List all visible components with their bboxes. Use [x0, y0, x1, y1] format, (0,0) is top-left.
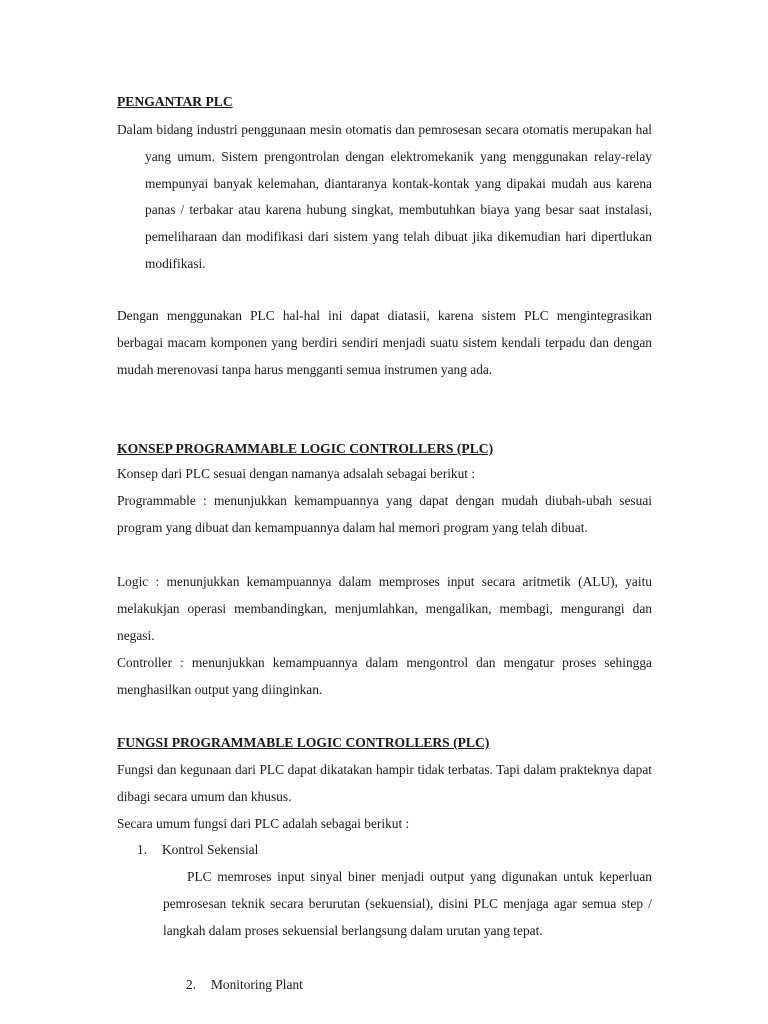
list-item-monitoring-plant — [186, 972, 303, 999]
paragraph-pengantar-solution: Dengan menggunakan PLC hal-hal ini dapat diatasii, karena sistem PLC mengintegrasikan berbagai macam komponen yang berdiri sendiri menjadi suatu sistem kendali terpadu dan dengan mudah merenovasi tanpa harus mengganti semua instrumen yang ada. — [117, 308, 652, 377]
paragraph-konsep-controller: Controller : menunjukkan kemampuannya dalam mengontrol dan mengatur proses sehingga menghasilkan output yang diinginkan. — [117, 655, 652, 697]
paragraph-konsep-programmable: Programmable : menunjukkan kemampuannya yang dapat dengan mudah diubah-ubah sesuai program yang dibuat dan kemampuannya dalam hal memori program yang telah dibuat. — [117, 493, 652, 535]
paragraph-konsep-logic: Logic : menunjukkan kemampuannya dalam memproses input secara aritmetik (ALU), yaitu melakukjan operasi membandingkan, menjumlahkan, mengalikan, membagi, mengurangi dan negasi. — [117, 574, 652, 643]
paragraph-kontrol-sekensial: PLC memroses input sinyal biner menjadi output yang digunakan untuk keperluan pemrosesan teknik secara berurutan (sekuensial), disini PLC menjaga agar semua step / langkah dalam proses sekuensial berlangsung dalam urutan yang tepat. — [163, 869, 652, 938]
paragraph-pengantar-intro: Dalam bidang industri penggunaan mesin otomatis dan pemrosesan secara otomatis merupakan hal yang umum. Sistem prengontrolan dengan elektromekanik yang menggunakan relay-relay mempunyai banyak kelemahan, diantaranya kontak-kontak yang dipakai mudah aus karena panas / terbakar atau karena hubung singkat, membutuhkan biaya yang besar saat instalasi, pemeliharaan dan modifikasi dari sistem yang telah dibuat jika dikemudian hari dipertlukan modifikasi. — [117, 122, 652, 271]
list-number: 2. — [186, 977, 197, 992]
heading-pengantar-plc: PENGANTAR PLC — [117, 94, 233, 109]
paragraph-fungsi-intro: Fungsi dan kegunaan dari PLC dapat dikatakan hampir tidak terbatas. Tapi dalam prakteknya dapat dibagi secara umum dan khusus. — [117, 762, 652, 804]
heading-fungsi-plc: FUNGSI PROGRAMMABLE LOGIC CONTROLLERS (PLC) — [117, 735, 490, 750]
paragraph-konsep-intro: Konsep dari PLC sesuai dengan namanya adsalah sebagai berikut : — [117, 466, 476, 481]
list-item-title: Kontrol Sekensial — [162, 842, 259, 857]
list-number: 1. — [137, 842, 148, 857]
list-item-kontrol-sekensial — [137, 837, 258, 864]
heading-konsep-plc: KONSEP PROGRAMMABLE LOGIC CONTROLLERS (PLC) — [117, 441, 494, 456]
list-item-title: Monitoring Plant — [211, 977, 303, 992]
paragraph-fungsi-umum: Secara umum fungsi dari PLC adalah sebagai berikut : — [117, 816, 410, 831]
